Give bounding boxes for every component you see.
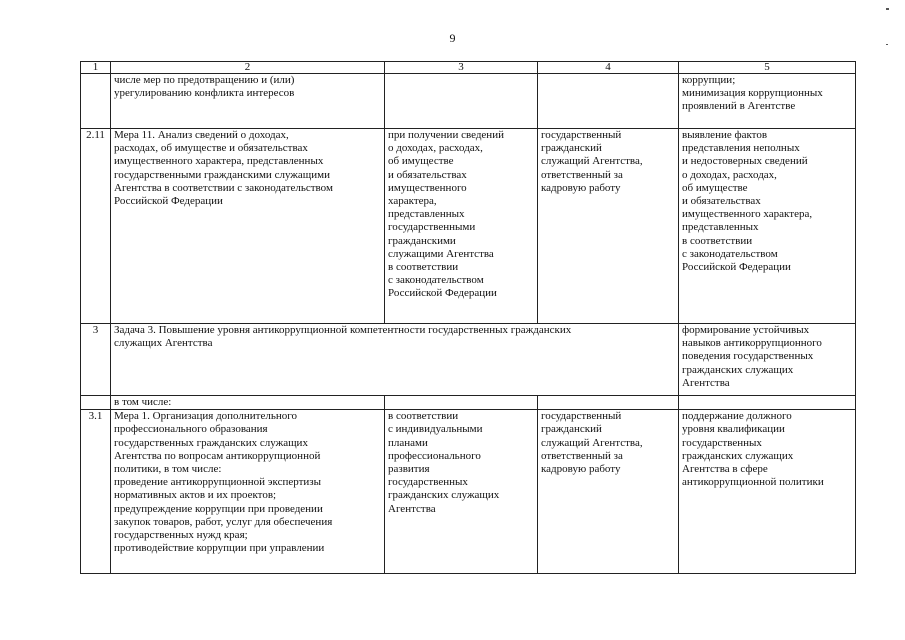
row-number: 3.1 bbox=[81, 410, 111, 574]
row-number: 3 bbox=[81, 324, 111, 396]
result-cell bbox=[679, 396, 856, 410]
header-cell: 5 bbox=[679, 62, 856, 74]
measure-cell: в том числе: bbox=[111, 396, 385, 410]
result-cell: выявление фактов представления неполных и недостоверных сведений о доходах, расходах, об имуществе и обязательствах имущественного характера, представленных в соответствии с законодательством Российской Федерации bbox=[679, 129, 856, 324]
row-number bbox=[81, 74, 111, 129]
responsible-cell: государственный гражданский служащий Агентства, ответственный за кадровую работу bbox=[538, 410, 679, 574]
measure-cell: Мера 11. Анализ сведений о доходах, расходах, об имуществе и обязательствах имущественного характера, представленных государственными гражданскими служащими Агентства в соответствии с законодательством Российской Федерации bbox=[111, 129, 385, 324]
responsible-cell bbox=[538, 396, 679, 410]
row-number: 2.11 bbox=[81, 129, 111, 324]
task-row bbox=[81, 324, 856, 396]
table-row bbox=[81, 396, 856, 410]
header-row bbox=[81, 62, 856, 74]
timing-cell: в соответствии с индивидуальными планами профессионального развития государственных гражданских служащих Агентства bbox=[385, 410, 538, 574]
task-cell: Задача 3. Повышение уровня антикоррупционной компетентности государственных гражданских служащих Агентства bbox=[111, 324, 679, 396]
table-row bbox=[81, 74, 856, 129]
table-row bbox=[81, 129, 856, 324]
header-cell: 1 bbox=[81, 62, 111, 74]
page-number: 9 bbox=[449, 31, 456, 45]
measure-cell: числе мер по предотвращению и (или) урегулированию конфликта интересов bbox=[111, 74, 385, 129]
result-cell: формирование устойчивых навыков антикоррупционного поведения государственных гражданских служащих Агентства bbox=[679, 324, 856, 396]
responsible-cell: государственный гражданский служащий Агентства, ответственный за кадровую работу bbox=[538, 129, 679, 324]
measures-table bbox=[80, 61, 856, 574]
responsible-cell bbox=[538, 74, 679, 129]
scan-speck bbox=[886, 44, 888, 45]
result-cell: поддержание должного уровня квалификации государственных гражданских служащих Агентства в сфере антикоррупционной политики bbox=[679, 410, 856, 574]
header-cell: 2 bbox=[111, 62, 385, 74]
table-row bbox=[81, 410, 856, 574]
result-cell: коррупции; минимизация коррупционных проявлений в Агентстве bbox=[679, 74, 856, 129]
timing-cell bbox=[385, 396, 538, 410]
header-cell: 4 bbox=[538, 62, 679, 74]
timing-cell: при получении сведений о доходах, расходах, об имуществе и обязательствах имущественного характера, представленных государственными гражданскими служащими Агентства в соответствии с законодательством Российской Федерации bbox=[385, 129, 538, 324]
header-cell: 3 bbox=[385, 62, 538, 74]
row-number bbox=[81, 396, 111, 410]
measure-cell: Мера 1. Организация дополнительного профессионального образования государственных гражданских служащих Агентства по вопросам антикоррупционной политики, в том числе: проведение антикоррупционной экспертизы нормативных актов и их проектов; предупреждение коррупции при проведении закупок товаров, работ, услуг для обеспечения государственных нужд края; противодействие коррупции при управлении bbox=[111, 410, 385, 574]
scan-speck bbox=[886, 8, 889, 10]
timing-cell bbox=[385, 74, 538, 129]
